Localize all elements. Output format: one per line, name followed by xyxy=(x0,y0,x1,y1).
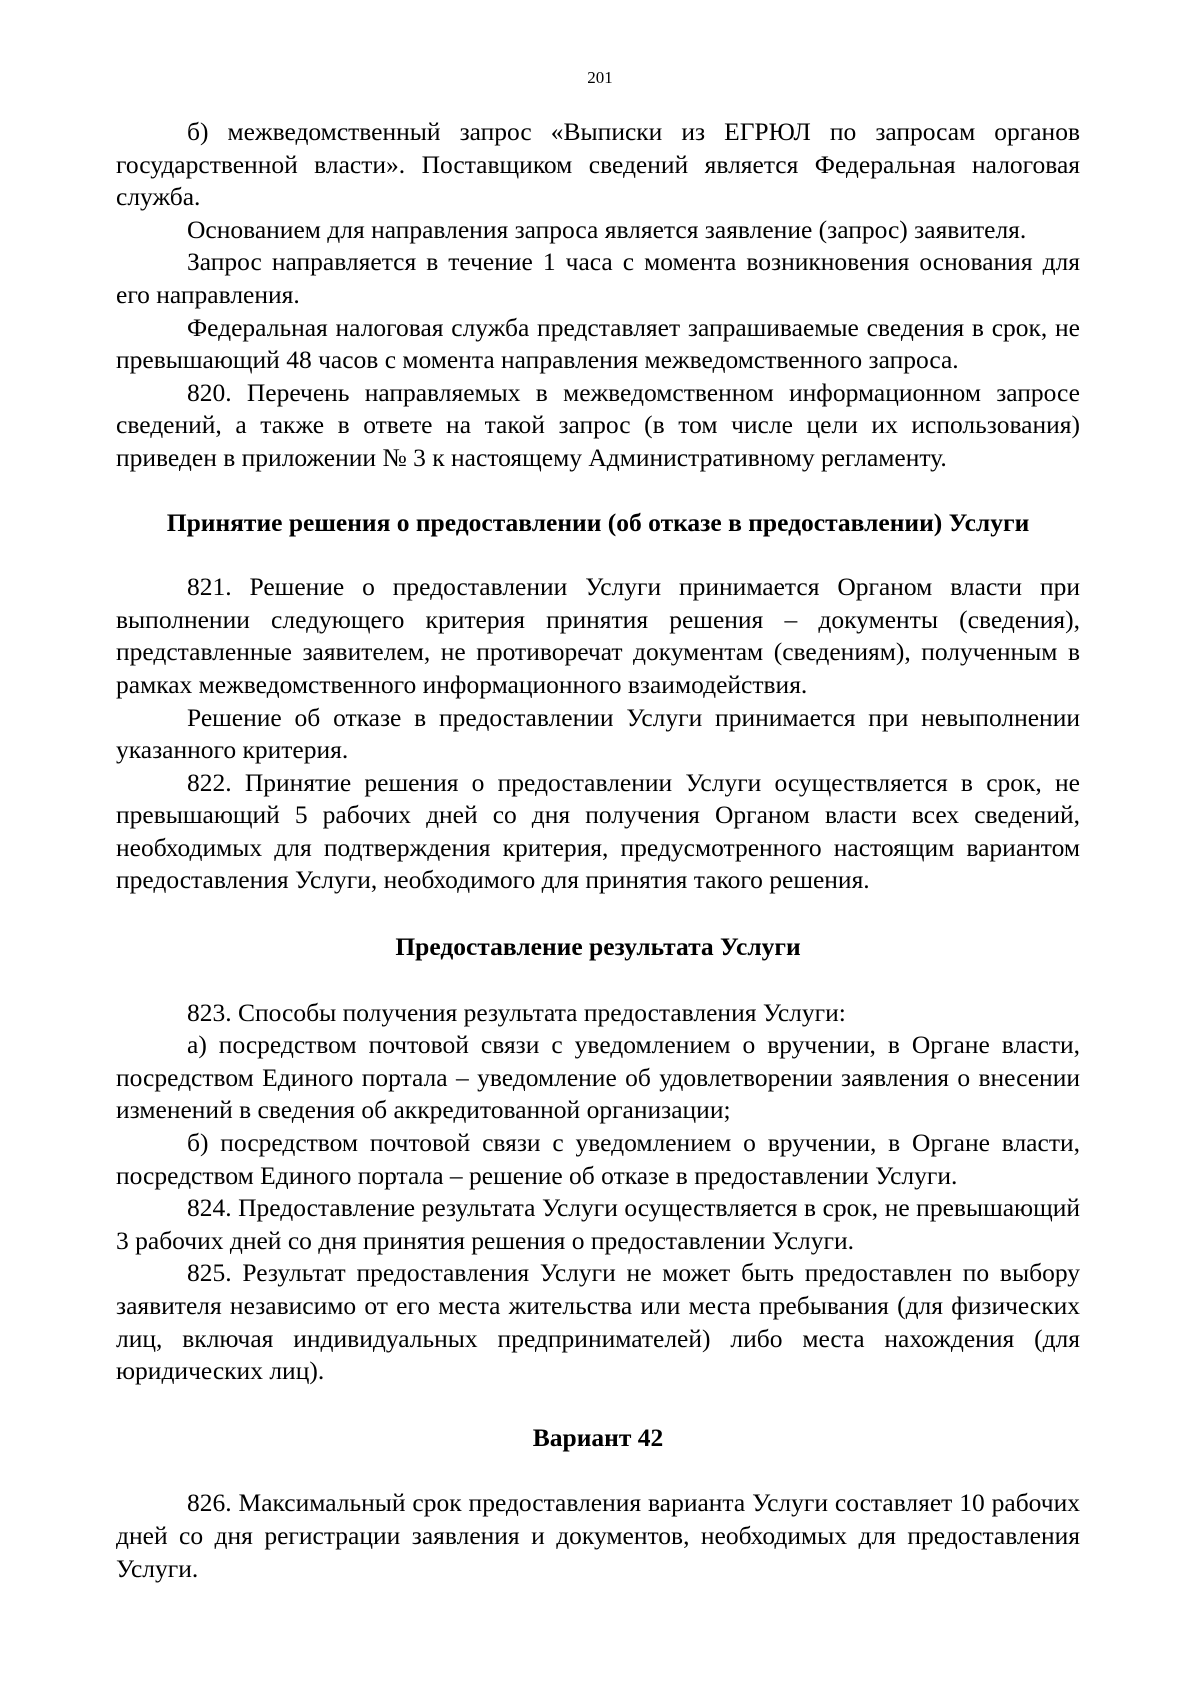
section-heading-result: Предоставление результата Услуги xyxy=(395,932,801,962)
paragraph-824: 824. Предоставление результата Услуги осуществляется в срок, не превышающий 3 рабочих дней со дня принятия решения о предоставлении Услуги. xyxy=(116,1193,1080,1255)
paragraph-response-timing: Федеральная налоговая служба представляет запрашиваемые сведения в срок, не превышающий 48 часов с момента направления межведомственного запроса. xyxy=(116,312,1080,375)
paragraph-request-basis: Основанием для направления запроса является заявление (запрос) заявителя. xyxy=(187,214,1027,244)
document-body xyxy=(116,116,1080,1585)
paragraph-request-timing: Запрос направляется в течение 1 часа с момента возникновения основания для его направления. xyxy=(116,247,1080,309)
paragraph-825: 825. Результат предоставления Услуги не может быть предоставлен по выбору заявителя независимо от его места жительства или места пребывания (для физических лиц, включая индивидуальных предпринимателей) либо места нахождения (для юридических лиц). xyxy=(116,1258,1080,1386)
section-heading-decision: Принятие решения о предоставлении (об отказе в предоставлении) Услуги xyxy=(166,507,1030,537)
paragraph-egrul-request: б) межведомственный запрос «Выписки из ЕГРЮЛ по запросам органов государственной власти». Поставщиком сведений является Федеральная налоговая служба. xyxy=(116,117,1080,212)
paragraph-823-b: б) посредством почтовой связи с уведомлением о вручении, в Органе власти, посредством Единого портала – решение об отказе в предоставлении Услуги. xyxy=(116,1128,1080,1190)
paragraph-822: 822. Принятие решения о предоставлении Услуги осуществляется в срок, не превышающий 5 рабочих дней со дня получения Органом власти всех сведений, необходимых для подтверждения критерия, предусмотренного настоящим вариантом предоставления Услуги, необходимого для принятия такого решения. xyxy=(116,767,1080,895)
page-number: 201 xyxy=(587,68,613,87)
paragraph-826: 826. Максимальный срок предоставления варианта Услуги составляет 10 рабочих дней со дня регистрации заявления и документов, необходимых для предоставления Услуги. xyxy=(116,1488,1080,1583)
paragraph-refusal-decision: Решение об отказе в предоставлении Услуги принимается при невыполнении указанного критерия. xyxy=(116,702,1080,765)
section-heading-variant-42: Вариант 42 xyxy=(532,1422,664,1452)
paragraph-820: 820. Перечень направляемых в межведомственном информационном запросе сведений, а также в ответе на такой запрос (в том числе цели их использования) приведен в приложении № 3 к настоящему Административному регламенту. xyxy=(116,377,1080,472)
paragraph-823-a: а) посредством почтовой связи с уведомлением о вручении, в Органе власти, посредством Единого портала – уведомление об удовлетворении заявления о внесении изменений в сведения об аккредитованной организации; xyxy=(116,1030,1080,1125)
paragraph-823: 823. Способы получения результата предоставления Услуги: xyxy=(187,997,846,1027)
paragraph-821: 821. Решение о предоставлении Услуги принимается Органом власти при выполнении следующего критерия принятия решения – документы (сведения), представленные заявителем, не противоречат документам (сведениям), полученным в рамках межведомственного информационного взаимодействия. xyxy=(116,572,1080,699)
